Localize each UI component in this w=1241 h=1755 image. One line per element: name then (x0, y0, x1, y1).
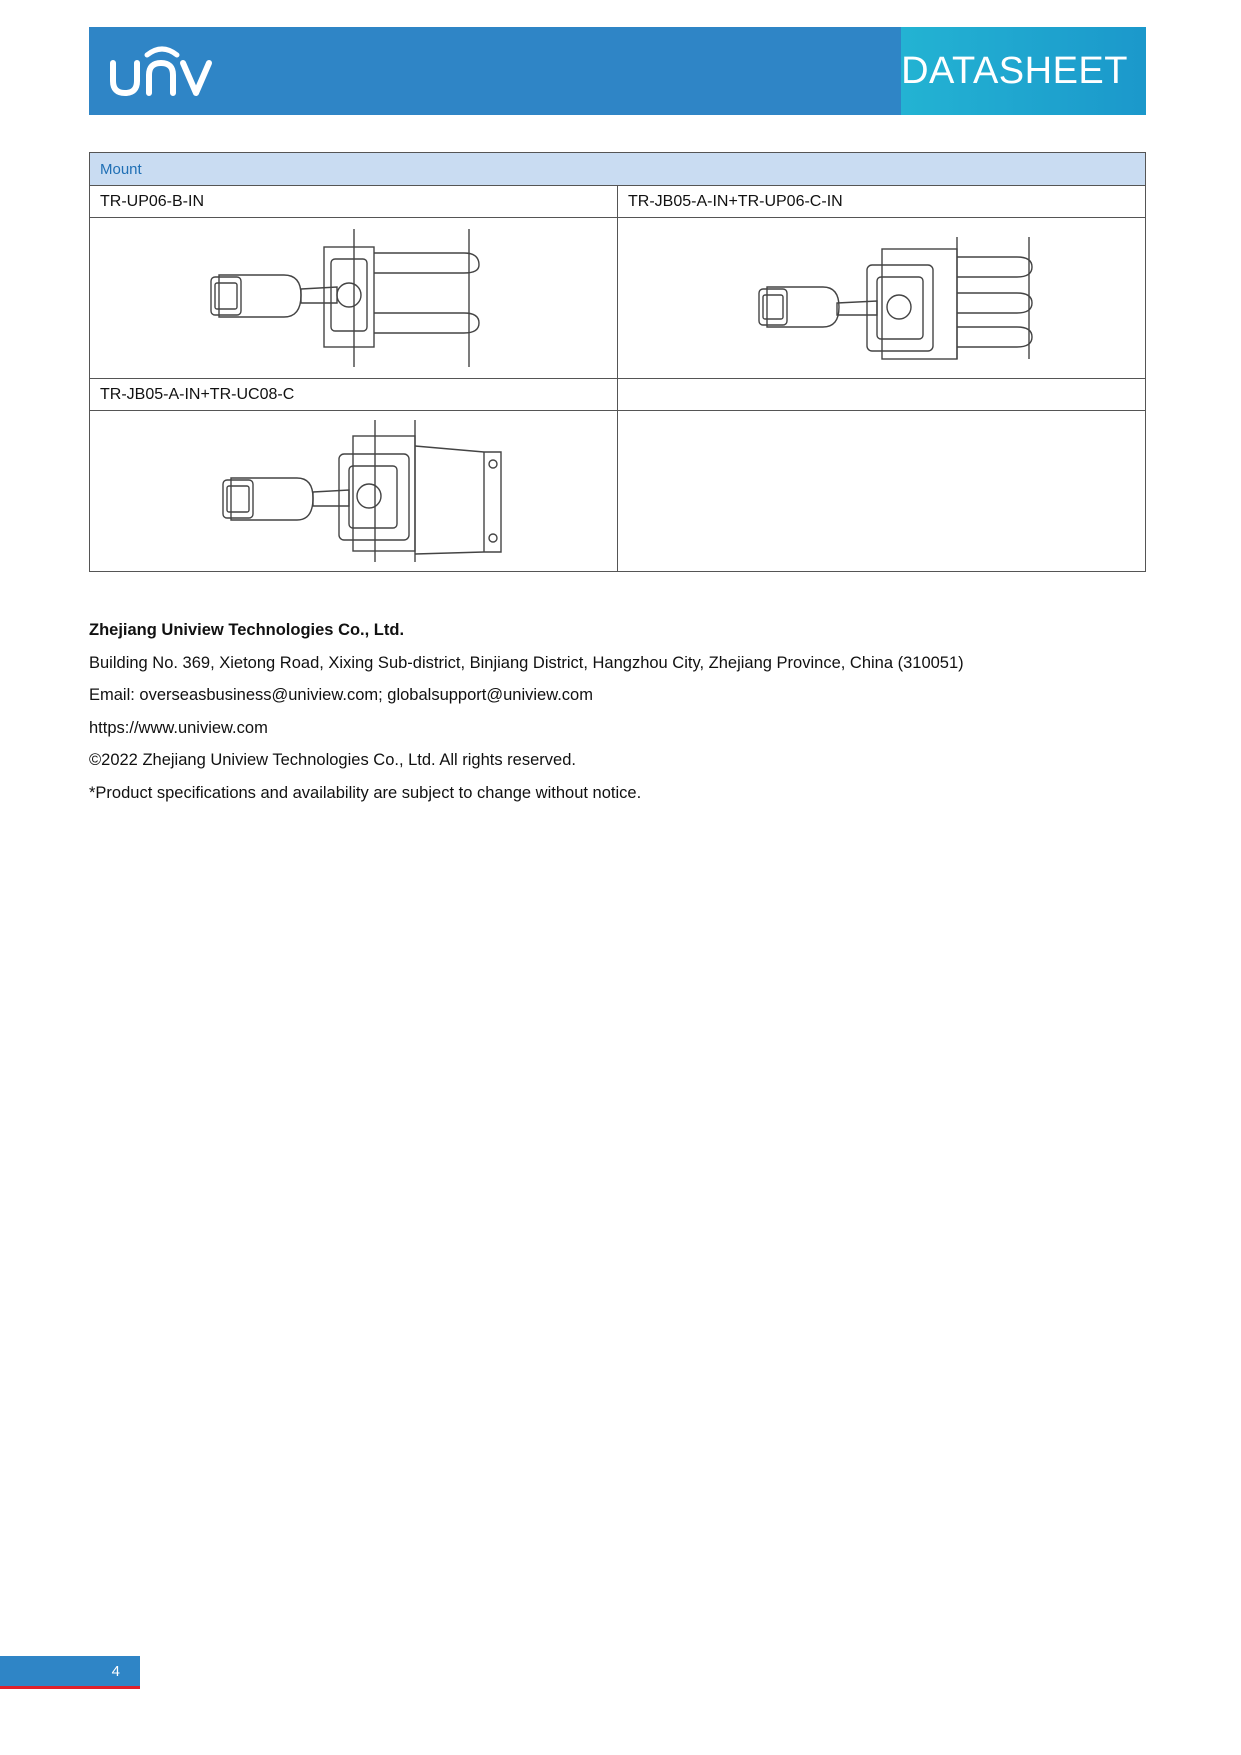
page-header (89, 27, 1146, 115)
mount-section-label: Mount (90, 153, 1146, 186)
page-number-underline (0, 1686, 140, 1689)
table-row (90, 379, 1146, 411)
table-row (90, 218, 1146, 379)
page-number-badge (0, 1656, 140, 1686)
mount-section-header (90, 153, 1146, 186)
mount-label-2: TR-JB05-A-IN+TR-UP06-C-IN (618, 186, 1146, 218)
table-row (90, 411, 1146, 572)
mount-image-cell-1 (90, 218, 618, 379)
camera-corner-mount-illustration (189, 416, 519, 566)
company-email: Email: overseasbusiness@uniview.com; globalsupport@uniview.com (89, 686, 593, 704)
company-address: Building No. 369, Xietong Road, Xixing Sub-district, Binjiang District, Hangzhou City, Zhejiang Province, China (310051) (89, 653, 964, 672)
mount-label-1: TR-UP06-B-IN (90, 186, 618, 218)
copyright-text: ©2022 Zhejiang Uniview Technologies Co., Ltd. All rights reserved. (89, 751, 576, 769)
page-number: 4 (111, 1662, 120, 1680)
company-info (89, 614, 1146, 809)
mount-image-cell-4 (618, 411, 1146, 572)
datasheet-title: DATASHEET (901, 49, 1128, 92)
camera-junction-box-pole-mount-illustration (717, 223, 1047, 373)
table-row (90, 186, 1146, 218)
mount-image-cell-3 (90, 411, 618, 572)
mount-label-4 (618, 379, 1146, 411)
mount-label-3: TR-JB05-A-IN+TR-UC08-C (90, 379, 618, 411)
unv-logo (107, 41, 217, 101)
camera-pole-mount-illustration (189, 223, 519, 373)
mount-image-cell-2 (618, 218, 1146, 379)
company-website: https://www.uniview.com (89, 718, 268, 737)
company-name: Zhejiang Uniview Technologies Co., Ltd. (89, 621, 405, 639)
header-brand-bar (89, 27, 901, 115)
mount-table (89, 152, 1146, 572)
disclaimer-text: *Product specifications and availability are subject to change without notice. (89, 783, 642, 802)
header-title-block (901, 27, 1146, 115)
